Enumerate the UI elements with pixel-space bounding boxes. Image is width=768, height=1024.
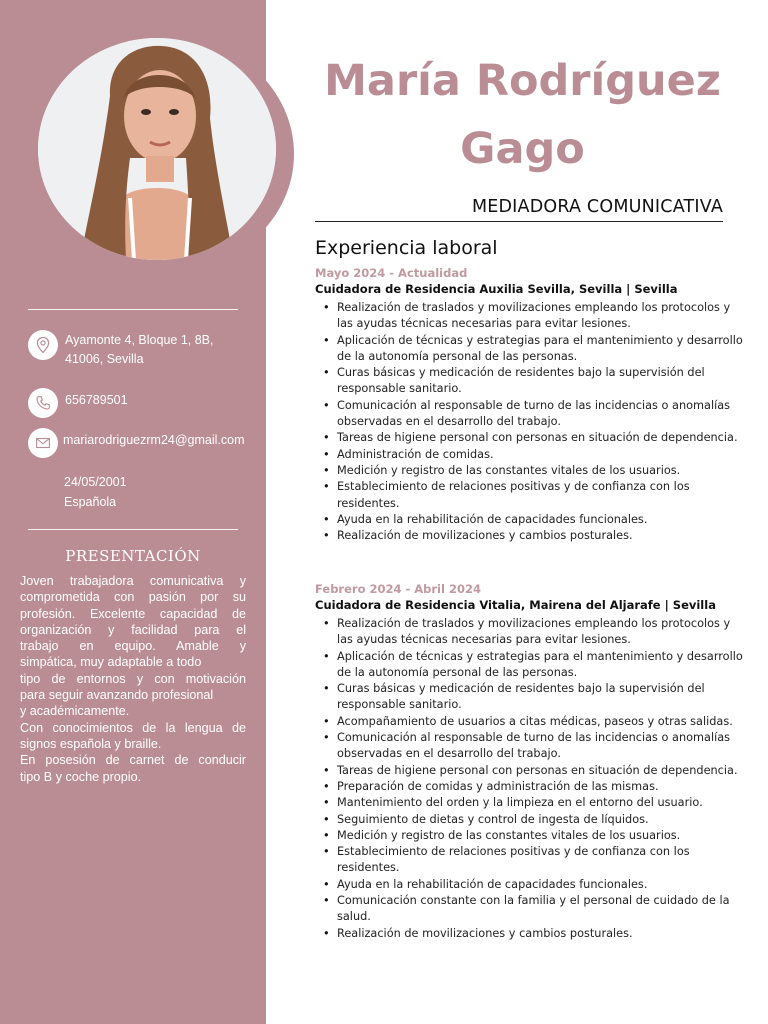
address-row	[28, 330, 213, 369]
address-line-2: 41006, Sevilla	[65, 352, 144, 366]
duty-item: • Tareas de higiene personal con personas en situación de dependencia.	[315, 763, 745, 779]
duty-item: • Realización de movilizaciones y cambios posturales.	[315, 528, 745, 544]
role-underline	[315, 221, 723, 222]
duty-item: • Tareas de higiene personal con personas en situación de dependencia.	[315, 430, 745, 446]
job-date: Mayo 2024 - Actualidad	[315, 266, 468, 280]
sidebar-divider-bottom	[28, 529, 238, 530]
duty-item: • Medición y registro de las constantes vitales de los usuarios.	[315, 828, 745, 844]
duty-item: • Curas básicas y medicación de residentes bajo la supervisión del responsable sanitario.	[315, 365, 745, 398]
presentation-line: organización y facilidad para el	[20, 622, 246, 637]
duty-item: • Mantenimiento del orden y la limpieza en el entorno del usuario.	[315, 795, 745, 811]
address-text	[65, 331, 213, 369]
presentation-line: profesión. Excelente capacidad de	[20, 606, 246, 621]
job-entry-1	[315, 265, 745, 544]
duty-item: • Administración de comidas.	[315, 447, 745, 463]
presentation-line: trabajo en equipo. Amable y	[20, 639, 246, 654]
duty-item: • Comunicación al responsable de turno de las incidencias o anomalías observadas en el desarrollo del trabajo.	[315, 398, 745, 431]
envelope-icon	[28, 428, 58, 458]
presentation-line: simpática, muy adaptable a todo	[20, 655, 202, 670]
duty-item: • Realización de traslados y movilizaciones empleando los protocolos y las ayudas técnicas necesarias para evitar lesiones.	[315, 616, 745, 649]
job-entry-2	[315, 581, 745, 942]
name-line-1: María Rodríguez	[324, 56, 721, 106]
email-row	[28, 428, 245, 458]
presentation-line: y académicamente.	[20, 704, 130, 719]
duty-item: • Realización de movilizaciones y cambios posturales.	[315, 926, 745, 942]
phone-row	[28, 388, 128, 418]
presentation-line: signos española y braille.	[20, 736, 162, 751]
duty-item: • Seguimiento de dietas y control de ingesta de líquidos.	[315, 812, 745, 828]
duty-item: • Realización de traslados y movilizaciones empleando los protocolos y las ayudas técnicas necesarias para evitar lesiones.	[315, 300, 745, 333]
duty-item: • Comunicación al responsable de turno de las incidencias o anomalías observadas en el desarrollo del trabajo.	[315, 730, 745, 763]
email-text: mariarodriguezrm24@gmail.com	[63, 433, 245, 447]
job-title: Cuidadora de Residencia Vitalia, Mairena del Aljarafe | Sevilla	[315, 598, 716, 612]
nationality-text: Española	[64, 495, 117, 509]
presentation-line: tipo B y coche propio.	[20, 769, 142, 784]
profile-photo	[38, 38, 276, 260]
presentation-line: para seguir avanzando profesional	[20, 688, 214, 703]
job-date: Febrero 2024 - Abril 2024	[315, 582, 481, 596]
profile-photo-illustration	[38, 38, 276, 260]
duty-item: • Aplicación de técnicas y estrategias para el mantenimiento y desarrollo de la autonomía personal de las personas.	[315, 333, 745, 366]
birthdate-text: 24/05/2001	[64, 475, 127, 489]
experience-title: Experiencia laboral	[315, 237, 498, 259]
phone-text: 656789501	[65, 393, 128, 407]
presentation-line: Joven trabajadora comunicativa y	[20, 574, 246, 588]
location-pin-icon	[28, 330, 58, 360]
address-line-1: Ayamonte 4, Bloque 1, 8B,	[65, 333, 214, 347]
job-title: Cuidadora de Residencia Auxilia Sevilla, Sevilla | Sevilla	[315, 282, 678, 296]
duty-item: • Comunicación constante con la familia y el personal de cuidado de la salud.	[315, 893, 745, 926]
presentation-title: PRESENTACIÓN	[65, 547, 201, 565]
presentation-line: tipo de entornos y con motivación	[20, 671, 246, 686]
presentation-text	[20, 573, 246, 785]
duty-item: • Curas básicas y medicación de residentes bajo la supervisión del responsable sanitario.	[315, 681, 745, 714]
duty-item: • Preparación de comidas y administración de las mismas.	[315, 779, 745, 795]
duty-item: • Ayuda en la rehabilitación de capacidades funcionales.	[315, 512, 745, 528]
presentation-line: En posesión de carnet de conducir	[20, 753, 246, 768]
candidate-name	[300, 55, 745, 175]
sidebar-divider-top	[28, 309, 238, 310]
duty-item: • Establecimiento de relaciones positivas y de confianza con los residentes.	[315, 479, 745, 512]
duty-item: • Acompañamiento de usuarios a citas médicas, paseos y otras salidas.	[315, 714, 745, 730]
job-role: MEDIADORA COMUNICATIVA	[471, 197, 723, 217]
job-duties	[315, 300, 745, 544]
duty-item: • Aplicación de técnicas y estrategias para el mantenimiento y desarrollo de la autonomía personal de las personas.	[315, 649, 745, 682]
duty-item: • Medición y registro de las constantes vitales de los usuarios.	[315, 463, 745, 479]
name-line-2: Gago	[460, 124, 585, 174]
presentation-line: comprometida con pasión por su	[20, 590, 246, 605]
duty-item: • Ayuda en la rehabilitación de capacidades funcionales.	[315, 877, 745, 893]
personal-info	[64, 472, 127, 512]
presentation-line: Con conocimientos de la lengua de	[20, 720, 246, 735]
job-duties	[315, 616, 745, 942]
phone-icon	[28, 388, 58, 418]
duty-item: • Establecimiento de relaciones positivas y de confianza con los residentes.	[315, 844, 745, 877]
